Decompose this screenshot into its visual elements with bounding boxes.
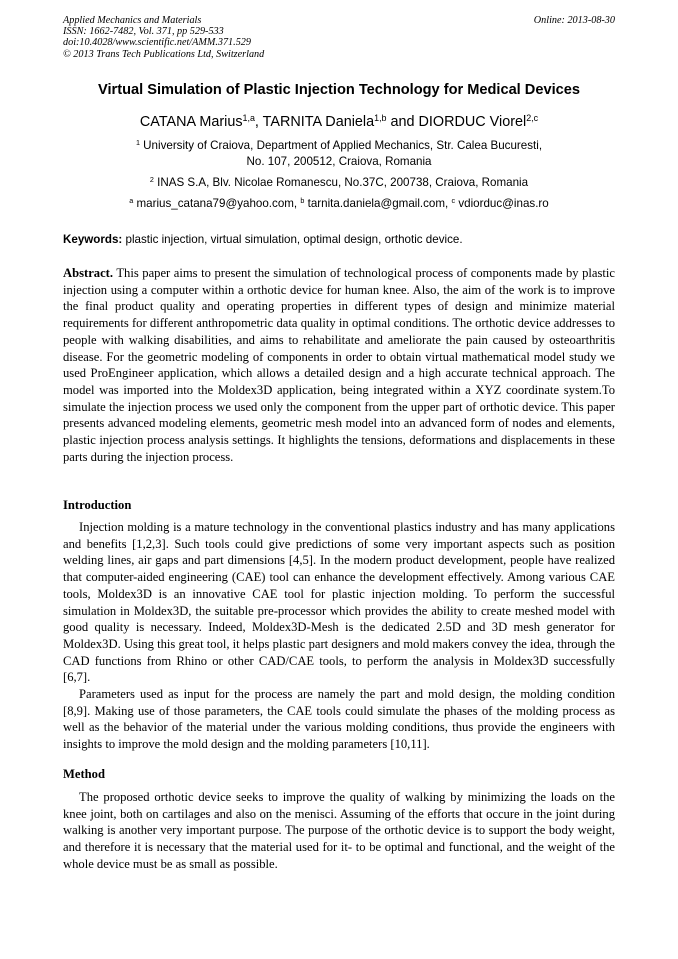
- affiliation-2: [0, 175, 678, 191]
- online-date: Online: 2013-08-30: [533, 15, 615, 26]
- author-separator: ,: [254, 114, 263, 130]
- author-name: CATANA Marius: [139, 114, 243, 130]
- journal-name: Applied Mechanics and Materials: [63, 15, 202, 26]
- author-name: TARNITA Daniela: [262, 114, 375, 130]
- affiliation-1: [0, 138, 678, 169]
- author-superscript: 1,a: [242, 113, 255, 124]
- email-address[interactable]: vdiorduc@inas.ro: [458, 197, 549, 210]
- email-address[interactable]: tarnita.daniela@gmail.com: [307, 197, 446, 210]
- abstract-text: This paper aims to present the simulation of technological process of components made by plastic injection using a computer within a orthotic device for human knee. Also, the aim of the work is to improve the final product quality and operating properties in different types of design and minimize material requirements for different anthropometric data quality in optimal conditions. The orthotic device addresses to people with walking disabilities, and aims to rehabilitate and ameliorate the pain caused by osteoarthritis disease. For the geometric modeling of components in order to obtain virtual mathematical model study we used ProEngineer application, which allows a detailed design and a high accurate technical approach. The model was imported into the Moldex3D application, being integrated within a XYZ coordinate system.To simulate the injection process we used only the component from the upper part of orthotic device. This paper presents advanced modeling elements, geometric mesh model into an advanced form of nodes and elements, plastic injection process analysis settings. It highlights the tensions, deformations and displacements in these parts during the injection process.: [63, 266, 616, 464]
- author-superscript: 2,c: [526, 113, 539, 124]
- author-name: DIORDUC Viorel: [418, 114, 527, 130]
- affiliation-mark: 1: [135, 138, 140, 148]
- email-list: [0, 196, 678, 211]
- journal-copyright: © 2013 Trans Tech Publications Ltd, Switzerland: [63, 48, 265, 60]
- affiliation-text: INAS S.A, Blv. Nicolae Romanescu, No.37C, 200738, Craiova, Romania: [157, 176, 529, 189]
- method-heading: Method: [63, 767, 105, 781]
- keywords-label: Keywords:: [63, 233, 123, 246]
- author-list: [0, 113, 678, 131]
- journal-issn: ISSN: 1662-7482, Vol. 371, pp 529-533: [63, 26, 224, 38]
- email-separator: ,: [293, 197, 301, 210]
- email-mark: a: [129, 196, 134, 206]
- introduction-paragraph-2: Parameters used as input for the process are namely the part and mold design, the molding condition [8,9]. Making use of those parameters, the CAE tools could simulate the phases of the molding process as well as the behavior of the material under the various molding conditions, thus provide the engineers with insights to improve the mold design and the molding parameters [10,11].: [63, 687, 615, 752]
- affiliation-text: No. 107, 200512, Craiova, Romania: [246, 154, 432, 168]
- email-address[interactable]: marius_catana79@yahoo.com: [136, 197, 294, 210]
- paper-title: Virtual Simulation of Plastic Injection Technology for Medical Devices: [98, 82, 580, 98]
- email-mark: c: [451, 196, 456, 206]
- introduction-heading: Introduction: [63, 498, 132, 512]
- keywords: [63, 232, 615, 247]
- email-separator: ,: [445, 197, 452, 210]
- email-mark: b: [300, 196, 305, 206]
- affiliation-mark: 2: [149, 175, 154, 185]
- abstract-label: Abstract.: [63, 266, 114, 280]
- introduction-paragraph-1: Injection molding is a mature technology in the conventional plastics industry and has many applications and benefits [1,2,3]. Such tools could give predictions of some very important aspects such as position welding lines, air gaps and part dimensions [4,5]. In the modern product development, people have realized that computer-aided engineering (CAE) tool can enhance the development effectively. Among various CAE tools, Moldex3D is an innovative CAE tool for plastic injection molding. To perform the successful simulation in Moldex3D, the suitable pre-processor which provides the ability to create meshed model with good quality is necessary. Indeed, Moldex3D-Mesh is the dedicated 2.5D and 3D mesh generator for Moldex3D. Using this great tool, it helps plastic part designers and mold makers convey the idea, through the CAD functions from Rhino or other CAD/CAE tools, to perform the analysis in Moldex3D successfully [6,7].: [63, 520, 615, 685]
- method-paragraph-1: The proposed orthotic device seeks to improve the quality of walking by minimizing the loads on the knee joint, both on cartilages and also on the menisci. Assuming of the efforts that occure in the joint during walking is another very important purpose. The purpose of the orthotic device is to support the body weight, and therefore it is necessary that the material used for it- to be optimal and functional, and the weight of the whole device must be as small as possible.: [63, 790, 615, 871]
- affiliation-text: University of Craiova, Department of Applied Mechanics, Str. Calea Bucuresti,: [143, 139, 543, 152]
- abstract: [63, 265, 615, 465]
- keywords-text: plastic injection, virtual simulation, optimal design, orthotic device.: [125, 233, 463, 246]
- author-separator: and: [386, 114, 419, 130]
- journal-doi[interactable]: doi:10.4028/www.scientific.net/AMM.371.529: [63, 37, 251, 49]
- author-superscript: 1,b: [374, 113, 387, 124]
- journal-header: [63, 15, 264, 60]
